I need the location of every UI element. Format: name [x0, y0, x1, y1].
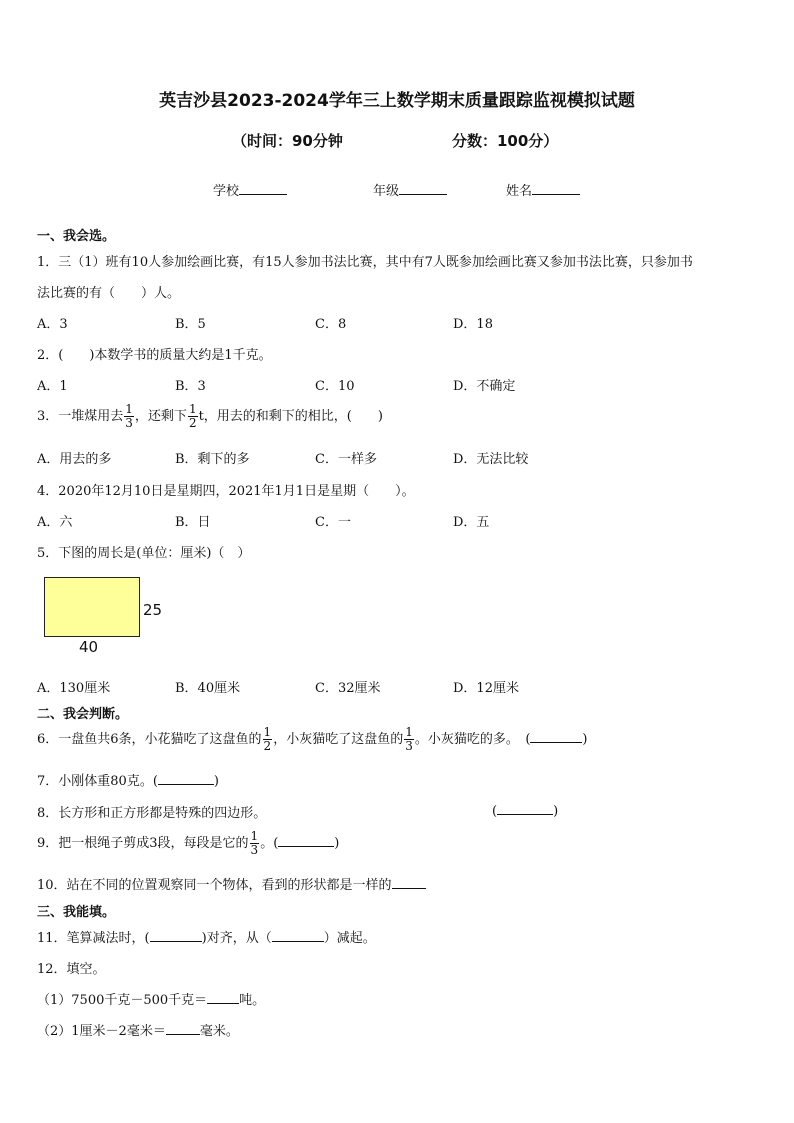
- q3-part3: t，用去的和剩下的相比，( ): [198, 409, 383, 424]
- grade-blank[interactable]: [399, 182, 447, 195]
- q4-option-b[interactable]: B．日: [175, 515, 211, 530]
- q9-answer-blank[interactable]: [278, 834, 334, 847]
- q6-frac1-den: 2: [263, 739, 272, 753]
- q10-answer-blank[interactable]: [392, 876, 426, 889]
- q3-part1: 3．一堆煤用去: [37, 409, 124, 424]
- q2-option-b[interactable]: B．3: [175, 379, 206, 394]
- q3-fraction-1: [124, 403, 134, 430]
- q3-fraction-2: [188, 403, 198, 430]
- q12-sub1-part2: 吨。: [239, 993, 266, 1008]
- q7-part2: ): [213, 774, 219, 789]
- q4-option-a[interactable]: A．六: [37, 515, 73, 530]
- section-2-heading: 二、我会判断。: [37, 707, 129, 722]
- q6-frac2-num: 1: [405, 725, 413, 739]
- q8-paren-open: (: [492, 804, 498, 819]
- q11-text: [37, 927, 376, 946]
- q10-text: [37, 874, 426, 893]
- grade-field: [373, 180, 447, 199]
- q8-paren-close: ): [553, 804, 559, 819]
- q6-fraction-2: [404, 726, 414, 753]
- q5-height-label: 25: [143, 601, 163, 619]
- q6-part3: 。小灰猫吃的多。 (: [414, 732, 531, 747]
- q5-rectangle-figure: [44, 577, 140, 637]
- school-blank[interactable]: [239, 182, 287, 195]
- q4-text: 4．2020年12月10日是星期四，2021年1月1日是星期（ ）。: [37, 484, 415, 499]
- q6-answer-blank[interactable]: [530, 730, 582, 743]
- q3-option-b[interactable]: B．剩下的多: [175, 452, 250, 467]
- q9-part3: ): [334, 836, 340, 851]
- q9-frac-den: 3: [250, 843, 259, 857]
- q7-part1: 7．小刚体重80克。(: [37, 774, 158, 789]
- q7-answer-blank[interactable]: [158, 772, 214, 785]
- q8-answer: [492, 802, 558, 819]
- q6-part4: ): [582, 732, 588, 747]
- q6-part1: 6．一盘鱼共6条，小花猫吃了这盘鱼的: [37, 732, 262, 747]
- q12-sub2-part1: （2）1厘米－2毫米＝: [37, 1024, 166, 1039]
- q5-option-c[interactable]: C．32厘米: [315, 681, 381, 696]
- name-blank[interactable]: [532, 182, 580, 195]
- q1-option-b[interactable]: B．5: [175, 317, 206, 332]
- q9-frac-num: 1: [250, 829, 259, 843]
- school-field: [213, 180, 287, 199]
- q9-fraction: [250, 830, 260, 857]
- q7-text: [37, 770, 219, 789]
- q9-part2: 。(: [260, 836, 279, 851]
- q8-text: 8．长方形和正方形都是特殊的四边形。: [37, 806, 267, 821]
- exam-score: 分数：100分）: [452, 132, 559, 150]
- q11-answer-blank-2[interactable]: [272, 929, 324, 942]
- q12-text: 12．填空。: [37, 962, 106, 977]
- name-field: [506, 180, 580, 199]
- q5-option-b[interactable]: B．40厘米: [175, 681, 241, 696]
- q11-part3: ）减起。: [323, 931, 376, 946]
- q1-line2: 法比赛的有（ ）人。: [37, 286, 181, 301]
- q5-option-d[interactable]: D．12厘米: [453, 681, 519, 696]
- q6-part2: ，小灰猫吃了这盘鱼的: [273, 732, 404, 747]
- q1-option-d[interactable]: D．18: [453, 317, 493, 332]
- school-label: 学校: [213, 184, 240, 199]
- q12-sub2: [37, 1020, 239, 1039]
- q12-sub2-part2: 毫米。: [199, 1024, 239, 1039]
- q6-frac1-num: 1: [263, 725, 272, 739]
- q2-text: 2．( )本数学书的质量大约是1千克。: [37, 348, 272, 363]
- q9-part1: 9．把一根绳子剪成3段，每段是它的: [37, 836, 249, 851]
- q6-fraction-1: [263, 726, 273, 753]
- q3-text: [37, 403, 383, 430]
- q2-option-c[interactable]: C．10: [315, 379, 355, 394]
- q1-option-c[interactable]: C．8: [315, 317, 347, 332]
- q3-frac1-den: 3: [125, 416, 133, 430]
- q5-width-label: 40: [79, 638, 99, 656]
- q12-sub1-blank[interactable]: [207, 991, 239, 1004]
- q1-option-a[interactable]: A．3: [37, 317, 68, 332]
- q9-text: [37, 830, 339, 857]
- q12-sub2-blank[interactable]: [166, 1022, 200, 1035]
- q11-answer-blank-1[interactable]: [150, 929, 202, 942]
- q3-option-a[interactable]: A．用去的多: [37, 452, 112, 467]
- name-label: 姓名: [506, 184, 533, 199]
- q10-part1: 10．站在不同的位置观察同一个物体，看到的形状都是一样的: [37, 878, 392, 893]
- q2-option-a[interactable]: A．1: [37, 379, 68, 394]
- q3-option-c[interactable]: C．一样多: [315, 452, 377, 467]
- q6-frac2-den: 3: [405, 739, 413, 753]
- q3-option-d[interactable]: D．无法比较: [453, 452, 529, 467]
- q5-text: 5．下图的周长是(单位：厘米)（ ）: [37, 546, 251, 561]
- q3-part2: ，还剩下: [134, 409, 187, 424]
- q2-option-d[interactable]: D．不确定: [453, 379, 516, 394]
- exam-time: （时间：90分钟: [232, 132, 343, 150]
- q11-part2: )对齐，从（: [201, 931, 272, 946]
- q8-answer-blank[interactable]: [497, 802, 553, 815]
- q3-frac1-num: 1: [125, 402, 133, 416]
- q12-sub1-part1: （1）7500千克－500千克＝: [37, 993, 208, 1008]
- q12-sub1: [37, 989, 265, 1008]
- section-1-heading: 一、我会选。: [37, 229, 116, 244]
- q11-part1: 11．笔算减法时，(: [37, 931, 150, 946]
- section-3-heading: 三、我能填。: [37, 905, 116, 920]
- q4-option-c[interactable]: C．一: [315, 515, 351, 530]
- q5-option-a[interactable]: A．130厘米: [37, 681, 111, 696]
- q4-option-d[interactable]: D．五: [453, 515, 490, 530]
- q3-frac2-den: 2: [188, 416, 197, 430]
- q1-line1: 1．三（1）班有10人参加绘画比赛，有15人参加书法比赛，其中有7人既参加绘画比赛又参加书法比赛，只参加书: [37, 255, 693, 270]
- page-title: 英吉沙县2023-2024学年三上数学期末质量跟踪监视模拟试题: [159, 91, 635, 111]
- grade-label: 年级: [373, 184, 400, 199]
- q3-frac2-num: 1: [188, 402, 197, 416]
- q6-text: [37, 726, 588, 753]
